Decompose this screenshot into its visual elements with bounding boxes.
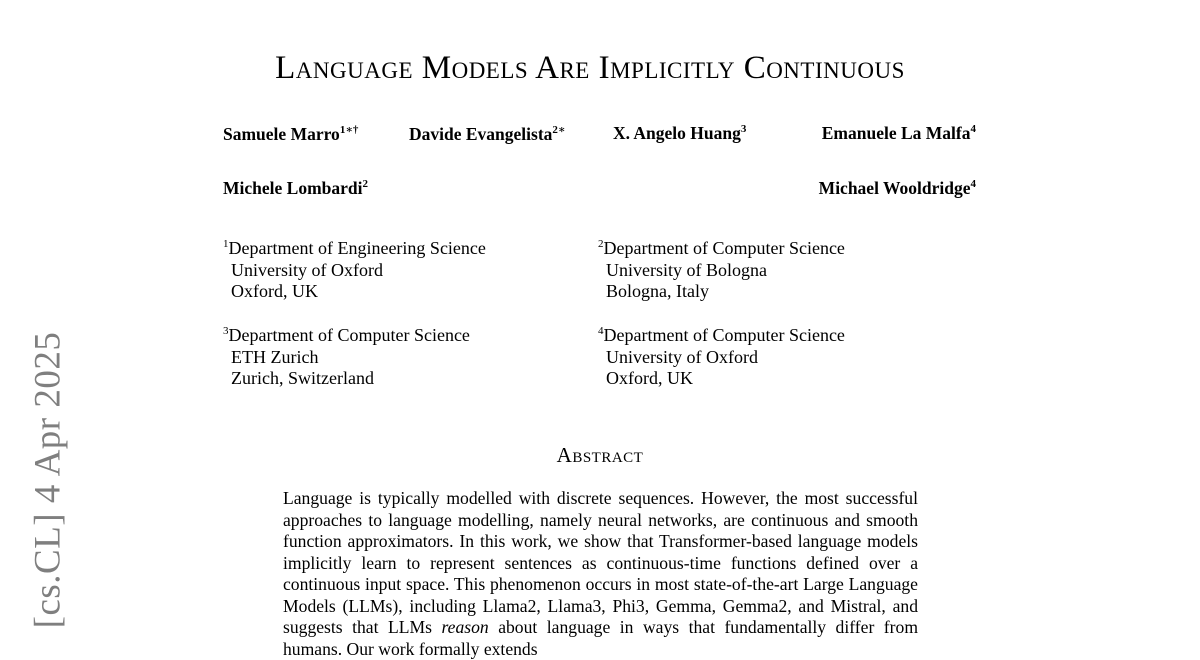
abstract-heading: Abstract <box>556 443 644 467</box>
author-marks: 2∗ <box>552 124 566 136</box>
affiliation-4 <box>598 321 845 390</box>
affiliation-dept: Department of Computer Science <box>603 238 845 258</box>
author-marks: 2 <box>362 178 368 191</box>
affiliation-inst: ETH Zurich <box>231 346 319 367</box>
author-1 <box>223 123 358 145</box>
abstract-emphasis: reason <box>441 617 489 637</box>
author-6 <box>819 178 976 199</box>
affiliation-number: 3 <box>223 325 229 337</box>
author-4 <box>822 123 976 144</box>
affiliation-loc: Oxford, UK <box>606 368 693 388</box>
arxiv-stamp: [cs.CL] 4 Apr 2025 <box>27 331 69 629</box>
author-5 <box>223 178 368 199</box>
affiliation-loc: Zurich, Switzerland <box>231 368 374 388</box>
affiliation-loc: Bologna, Italy <box>606 281 709 301</box>
author-name: X. Angelo Huang <box>613 123 741 143</box>
affiliation-1 <box>223 234 486 303</box>
affiliation-inst: University of Oxford <box>231 259 383 280</box>
author-name: Samuele Marro <box>223 123 340 144</box>
author-name: Michele Lombardi <box>223 178 363 198</box>
affiliation-dept: Department of Computer Science <box>228 325 470 345</box>
affiliation-inst: University of Bologna <box>606 259 767 280</box>
affiliation-dept: Department of Computer Science <box>603 325 845 345</box>
paper-title: Language Models Are Implicitly Continuous <box>275 50 905 86</box>
affiliation-loc: Oxford, UK <box>231 281 318 301</box>
affiliation-number: 2 <box>598 238 604 250</box>
author-name: Michael Wooldridge <box>818 178 971 198</box>
affiliation-inst: University of Oxford <box>606 346 758 367</box>
author-name: Davide Evangelista <box>409 123 553 144</box>
author-name: Emanuele La Malfa <box>821 123 971 143</box>
affiliation-number: 1 <box>223 238 229 250</box>
author-3 <box>613 123 746 144</box>
affiliation-2 <box>598 234 845 303</box>
abstract-part2: about language in ways that fundamentally differ from humans. Our work formally extends <box>283 617 918 659</box>
author-marks: 1∗† <box>339 124 359 136</box>
affiliation-dept: Department of Engineering Science <box>228 238 486 258</box>
abstract-text <box>283 488 918 660</box>
affiliation-3 <box>223 321 470 390</box>
author-marks: 4 <box>970 123 976 136</box>
abstract-part1: Language is typically modelled with discrete sequences. However, the most successful approaches to language modelling, namely neural networks, are continuous and smooth function approximators. In this work, we show that Transformer-based language models implicitly learn to represent sentences as continuous-time functions defined over a continuous input space. This phenomenon occurs in most state-of-the-art Large Language Models (LLMs), including Llama2, Llama3, Phi3, Gemma, Gemma2, and Mistral, and suggests that LLMs <box>283 488 918 637</box>
author-marks: 3 <box>740 123 747 136</box>
author-2 <box>409 123 566 145</box>
author-marks: 4 <box>970 178 976 191</box>
affiliation-number: 4 <box>598 325 604 337</box>
